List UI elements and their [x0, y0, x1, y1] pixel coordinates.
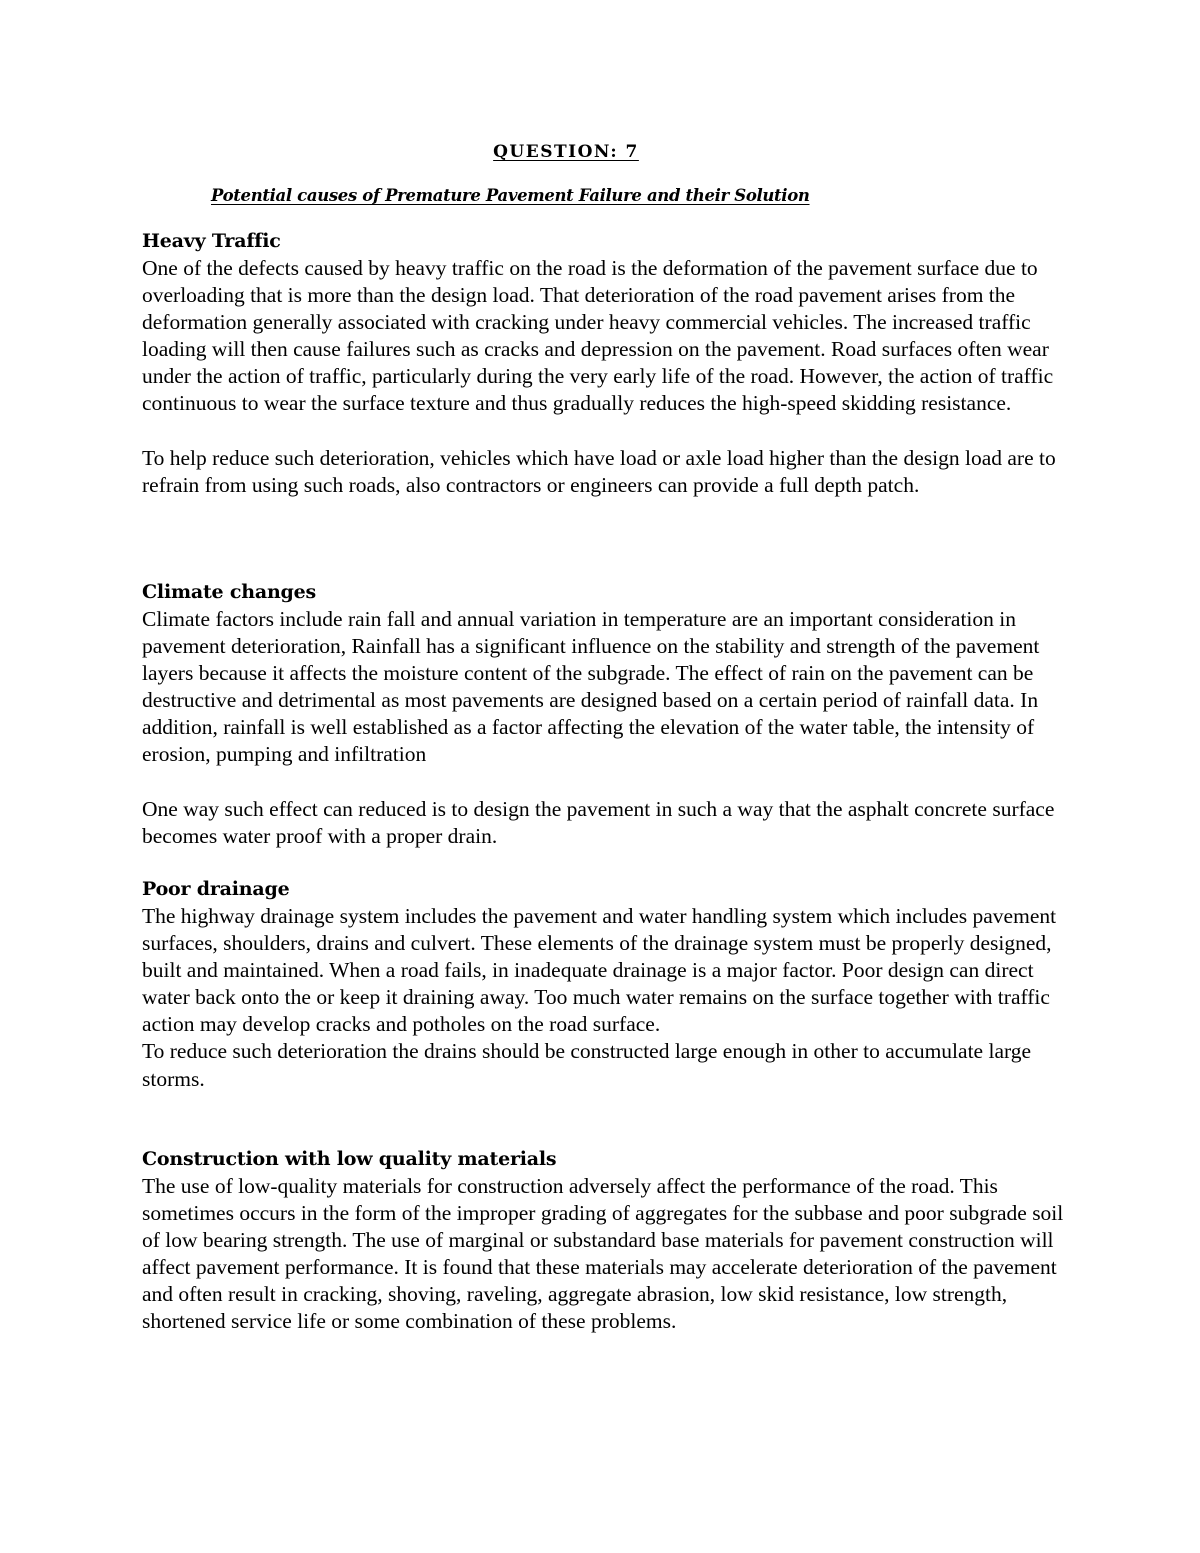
section-climate-changes: [142, 579, 1072, 850]
question-title: QUESTION: 7: [493, 142, 639, 162]
paragraph: To reduce such deterioration the drains should be constructed large enough in other to accumulate large storms.: [142, 1039, 1032, 1091]
section-heading: Poor drainage: [142, 878, 290, 900]
paragraph: One way such effect can reduced is to design the pavement in such a way that the asphalt concrete surface becomes water proof with a proper drain.: [142, 796, 1055, 848]
paragraph: The highway drainage system includes the pavement and water handling system which includes pavement surfaces, shoulders, drains and culvert. These elements of the drainage system must be properly designed, built and maintained. When a road fails, in inadequate drainage is a major factor. Poor design can direct water back onto the or keep it draining away. Too much water remains on the surface together with traffic action may develop cracks and potholes on the road surface.: [142, 904, 1057, 1037]
section-heading: Heavy Traffic: [142, 230, 281, 252]
section-low-quality-materials: [142, 1146, 1072, 1336]
paragraph: The use of low-quality materials for construction adversely affect the performance of the road. This sometimes occurs in the form of the improper grading of aggregates for the subbase and poor subgrade soil of low bearing strength. The use of marginal or substandard base materials for pavement construction will affect pavement performance. It is found that these materials may accelerate deterioration of the pavement and often result in cracking, shoving, raveling, aggregate abrasion, low skid resistance, low strength, shortened service life or some combination of these problems.: [142, 1174, 1064, 1334]
document-subtitle: Potential causes of Premature Pavement Failure and their Solution: [211, 186, 810, 205]
section-poor-drainage: [142, 876, 1072, 1093]
paragraph: Climate factors include rain fall and annual variation in temperature are an important consideration in pavement deterioration, Rainfall has a significant influence on the stability and strength of the pavement layers because it affects the moisture content of the subgrade. The effect of rain on the pavement can be destructive and detrimental as most pavements are designed based on a certain period of rainfall data. In addition, rainfall is well established as a factor affecting the elevation of the water table, the intensity of erosion, pumping and infiltration: [142, 607, 1040, 767]
section-heading: Climate changes: [142, 581, 317, 603]
paragraph: To help reduce such deterioration, vehicles which have load or axle load higher than the design load are to refrain from using such roads, also contractors or engineers can provide a full depth patch.: [142, 445, 1056, 497]
section-heavy-traffic: [142, 228, 1072, 499]
paragraph: One of the defects caused by heavy traffic on the road is the deformation of the pavement surface due to overloading that is more than the design load. That deterioration of the road pavement arises from the deformation generally associated with cracking under heavy commercial vehicles. The increased traffic loading will then cause failures such as cracks and depression on the pavement. Road surfaces often wear under the action of traffic, particularly during the very early life of the road. However, the action of traffic continuous to wear the surface texture and thus gradually reduces the high-speed skidding resistance.: [142, 256, 1054, 416]
section-heading: Construction with low quality materials: [142, 1148, 557, 1170]
